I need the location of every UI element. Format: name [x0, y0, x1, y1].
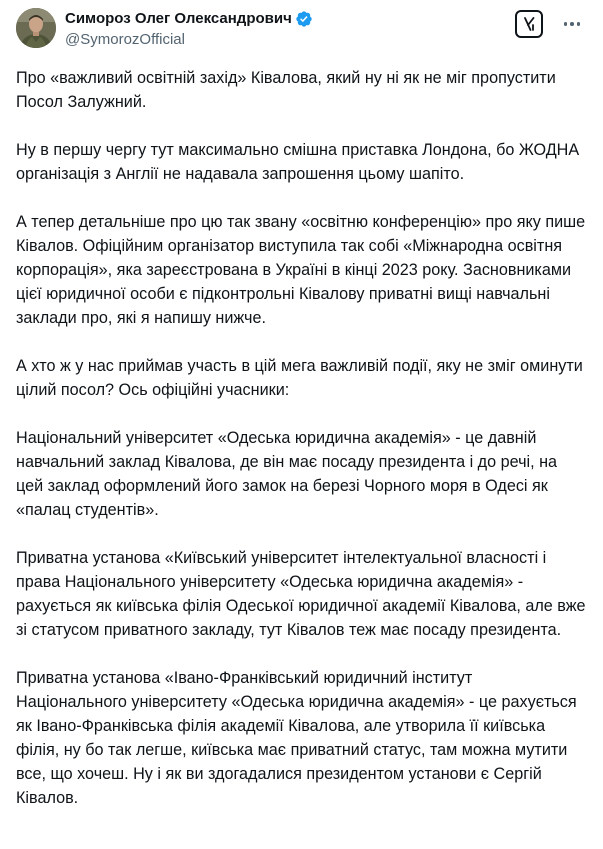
tweet-paragraph: А тепер детальніше про цю так звану «освітню конференцію» про яку пише Ківалов. Офіційним організатор виступила так собі «Міжнародна освітня корпорація», яка зареєстрована в Україні в кінці 2023 року. Засновниками цієї юридичної особи є підконтрольні Ківалову приватні вищі навчальні заклади про, які я напишу нижче. [16, 213, 586, 327]
more-options-button[interactable] [559, 12, 585, 36]
author-name-row [65, 9, 313, 29]
grok-button[interactable] [515, 10, 543, 38]
tweet-paragraph: Національний університет «Одеська юридична академія» - це давній навчальний заклад Ківалова, де він має посаду президента і до речі, на цей заклад оформлений його замок на березі Чорного моря в Одесі як «палац студентів». [16, 429, 558, 519]
author-handle[interactable]: @SymorozOfficial [65, 31, 185, 48]
tweet-paragraph: Про «важливий освітній захід» Ківалова, який ну ні як не міг пропустити Посол Залужний. [16, 69, 556, 111]
tweet-header [16, 0, 587, 62]
grok-icon [521, 16, 537, 32]
tweet-paragraph: Ну в першу чергу тут максимально смішна приставка Лондона, бо ЖОДНА організація з Англії не надавала запрошення цьому шапіто. [16, 141, 580, 183]
tweet-text [16, 66, 587, 810]
more-horizontal-icon [570, 22, 574, 26]
more-horizontal-icon [577, 22, 581, 26]
tweet-paragraph: Приватна установа «Івано-Франківський юридичний інститут Національного університету «Одеська юридична академія» - це рахується як Івано-Франківська філія академії Ківалова, але утворила її київська філія, ну бо так легше, київська має приватний статус, там можна мутити все, що хочеш. Ну і як ви здогадалися президентом установи є Сергій Ківалов. [16, 669, 577, 807]
tweet-paragraph: Приватна установа «Київський університет інтелектуальної власності і права Національного університету «Одеська юридична академія» - рахується як київська філія Одеської юридичної академії Ківалова, але вже зі статусом приватного закладу, тут Ківалов теж має посаду президента. [16, 549, 586, 639]
author-avatar[interactable] [16, 8, 56, 48]
author-names [65, 9, 313, 50]
tweet-paragraph: А хто ж у нас приймав участь в цій мега важливій події, яку не зміг оминути цілий посол? Ось офіційні учасники: [16, 357, 583, 399]
more-horizontal-icon [564, 22, 568, 26]
avatar-photo [16, 8, 56, 48]
author-display-name[interactable]: Симороз Олег Олександрович [65, 10, 292, 27]
verified-badge-icon[interactable] [295, 10, 313, 28]
